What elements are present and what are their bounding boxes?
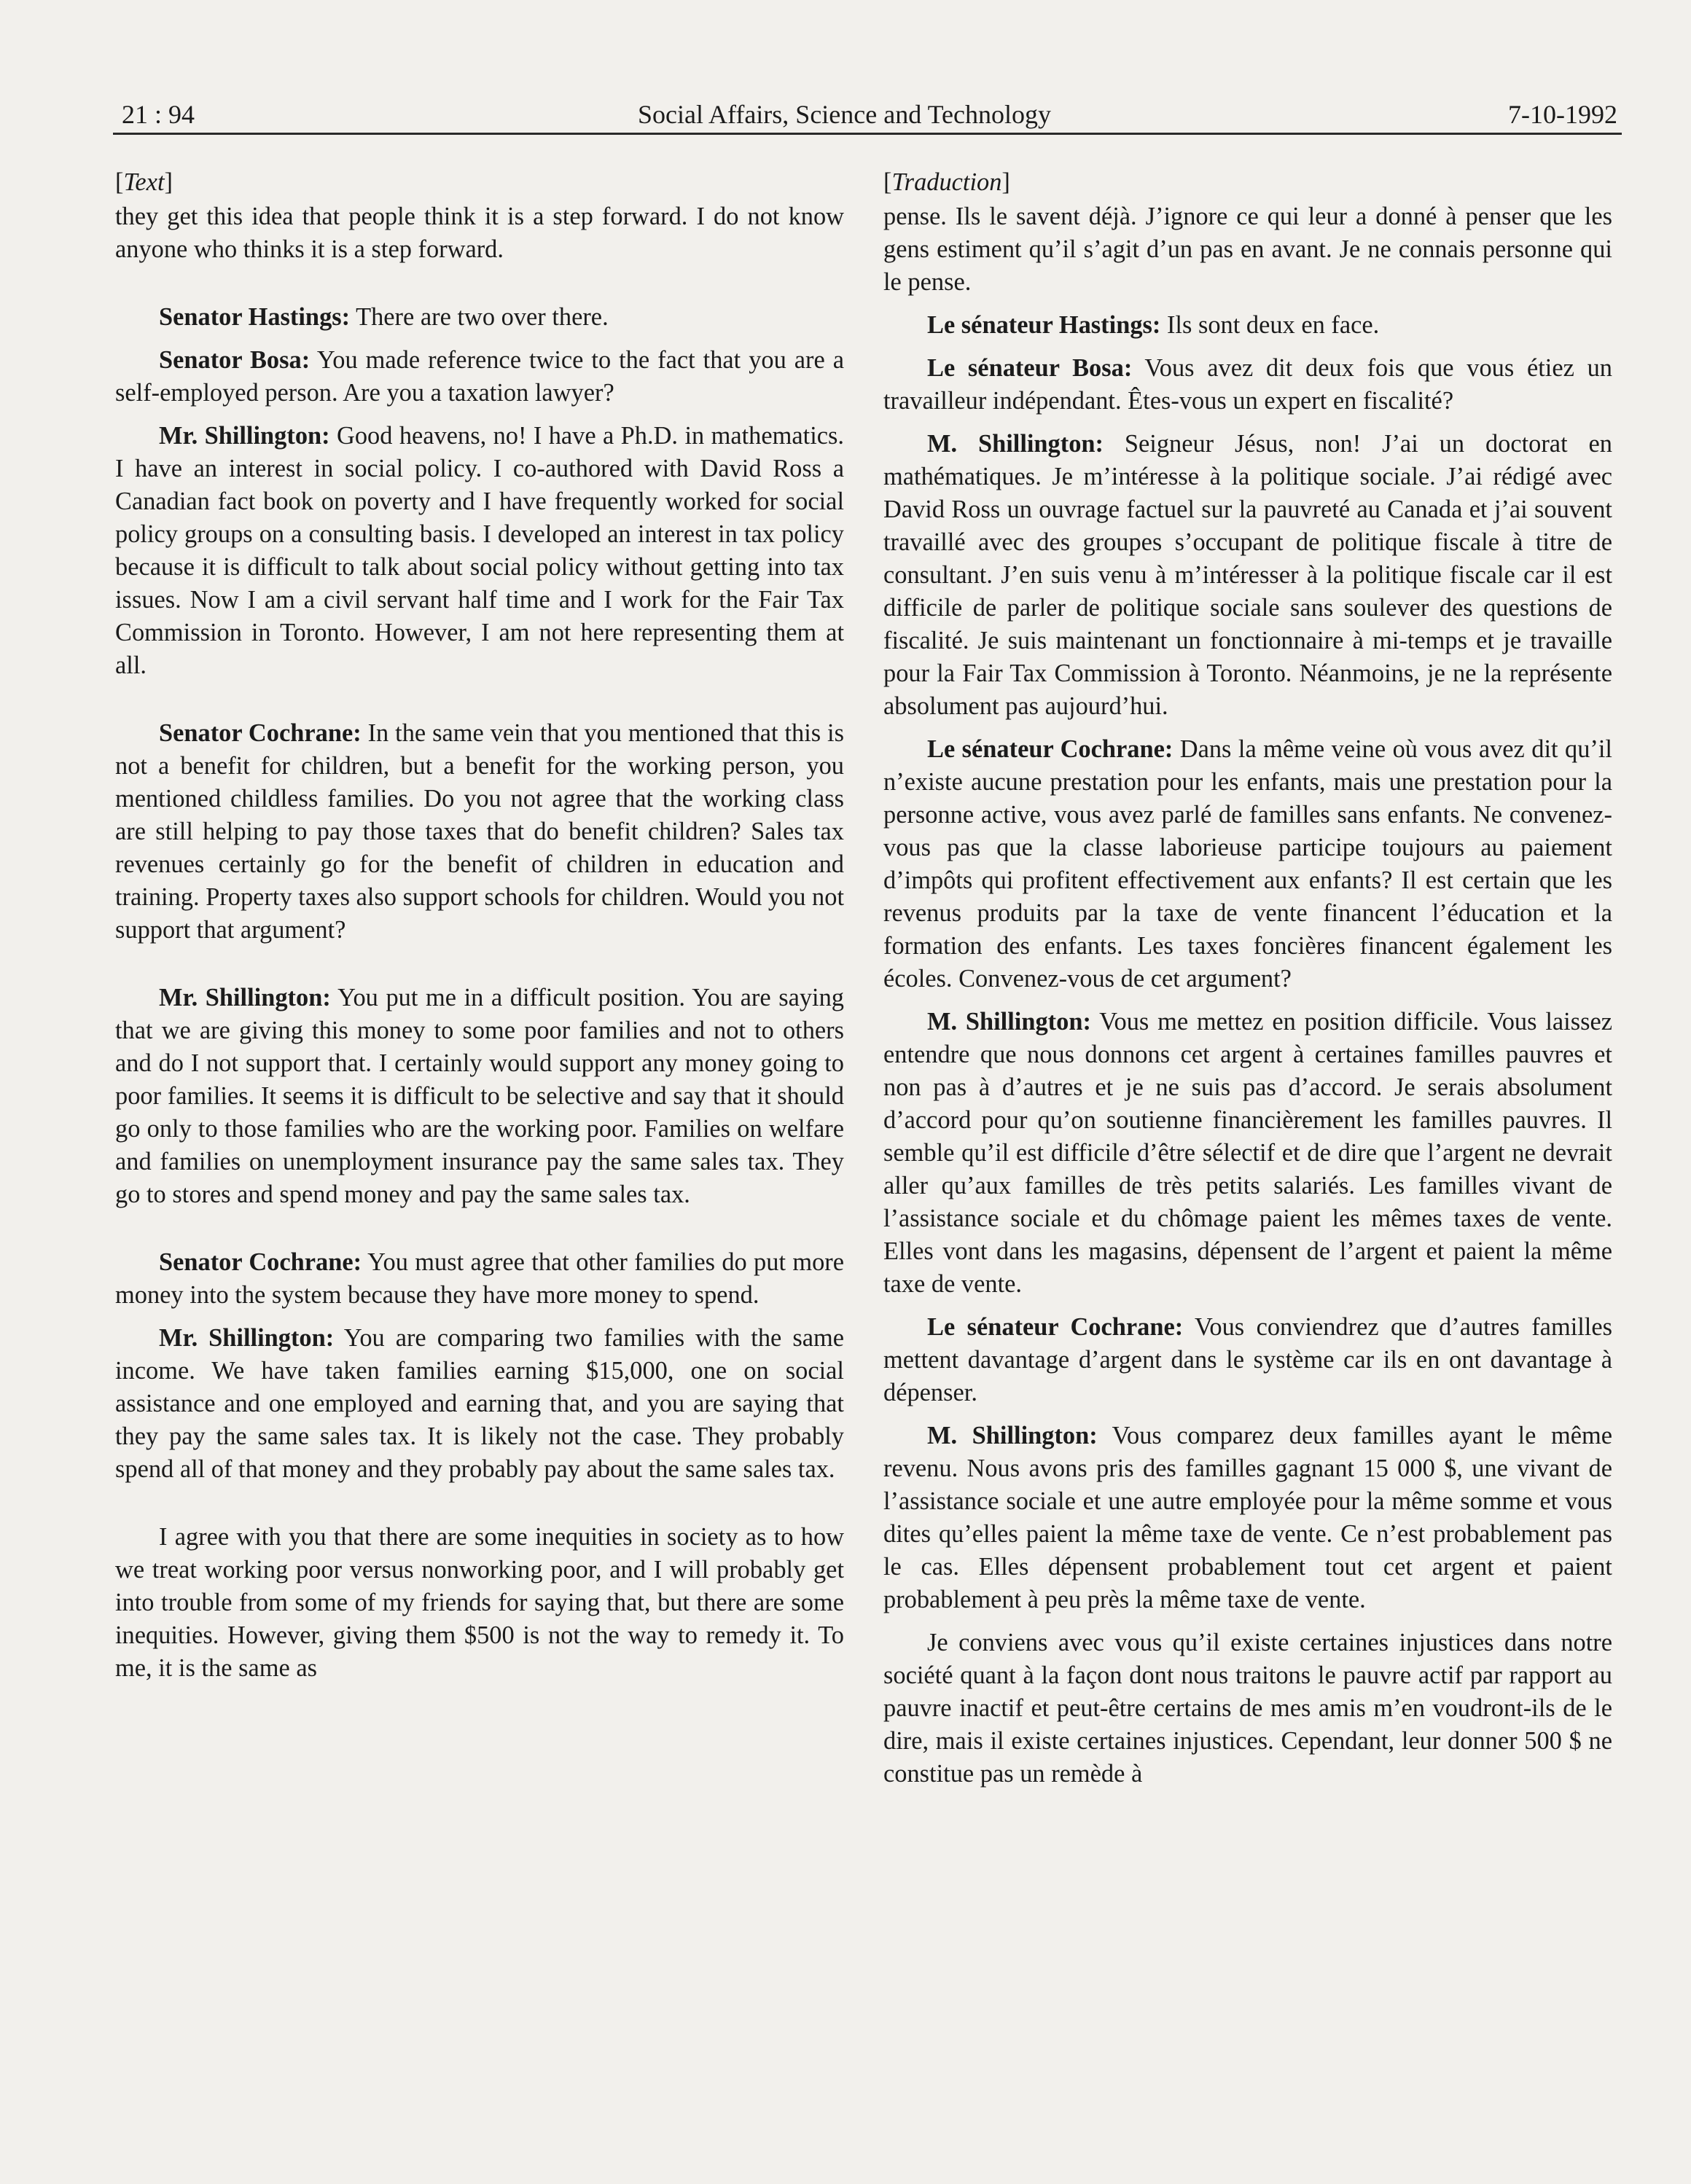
- sitting-date: 7-10-1992: [1508, 100, 1617, 129]
- paragraph: they get this idea that people think it is a step forward. I do not know anyone who thinks it is a step forward.: [115, 203, 844, 263]
- paragraph: I agree with you that there are some inequities in society as to how we treat working poor versus nonworking poor, and I will probably get into trouble from some of my friends for saying that, but there are some inequities. However, giving them $500 is not the way to remedy it. To me, it is the same as: [115, 1523, 844, 1682]
- speech-paragraph: [883, 1006, 1612, 1301]
- speech-text: Seigneur Jésus, non! J’ai un doctorat en mathématiques. Je m’intéresse à la politique sociale. J’ai rédigé avec David Ross un ouvrage factuel sur la pauvreté au Canada et j’ai souvent travaillé avec des groupes s’occupant de politique fiscale à titre de consultant. J’en suis venu à m’intéresser à la politique fiscale car il est difficile de parler de politique sociale sans soulever des questions de fiscalité. Je suis maintenant un fonctionnaire à mi-temps et je travaille pour la Fair Tax Commission à Toronto. Néanmoins, je ne la représente absolument pas aujourd’hui.: [883, 430, 1612, 720]
- speech-text: Dans la même veine où vous avez dit qu’il n’existe aucune prestation pour les enfants, mais une prestation pour la personne active, vous avez parlé de familles sans enfants. Ne convenez-vous pas que la classe laborieuse participe toujours au paiement d’impôts qui profitent effectivement aux enfants? Il est certain que les revenus produits par la taxe de vente financent l’éducation et la formation des enfants. Les taxes foncières financent également les écoles. Convenez-vous de cet argument?: [883, 735, 1612, 993]
- speaker-name: Le sénateur Bosa:: [927, 354, 1133, 382]
- speech-paragraph: [883, 733, 1612, 995]
- english-column: [115, 166, 844, 1695]
- language-marker: [Traduction]: [883, 168, 1010, 196]
- speech-text: Vous conviendrez que d’autres familles mettent davantage d’argent dans le système car ils en ont davantage à dépenser.: [883, 1313, 1613, 1406]
- speech-text: You put me in a difficult position. You are saying that we are giving this money to some poor families and not to others and do I not support that. I certainly would support any money going to poor families. It seems it is difficult to be selective and say that it should go only to those families who are the working poor. Families on welfare and families on unemployment insurance pay the same sales tax. They go to stores and spend money and pay the same sales tax.: [115, 984, 844, 1208]
- speech-paragraph: [883, 1420, 1612, 1616]
- paragraph: pense. Ils le savent déjà. J’ignore ce qui leur a donné à penser que les gens estiment qu’il s’agit d’un pas en avant. Je ne connais personne qui le pense.: [883, 203, 1612, 296]
- speaker-name: Mr. Shillington:: [159, 422, 330, 450]
- speech-text: There are two over there.: [350, 303, 609, 331]
- speech-paragraph: [115, 344, 844, 410]
- speech-text: Vous me mettez en position difficile. Vous laissez entendre que nous donnons cet argent à certaines familles pauvres et non pas à d’autres et je ne suis pas d’accord. Je serais absolument d’accord pour qu’on soutienne financièrement les familles pauvres. Il semble qu’il est difficile d’être sélectif et de dire que l’argent ne devrait aller qu’aux familles de très petits salariés. Les familles vivant de l’assistance sociale et du chômage paient les mêmes taxes de vente. Elles vont dans les magasins, dépensent de l’argent et paient la même taxe de vente.: [883, 1008, 1612, 1298]
- speaker-name: Senator Cochrane:: [159, 1248, 362, 1276]
- speaker-name: Senator Bosa:: [159, 346, 311, 374]
- speech-paragraph: [115, 1246, 844, 1312]
- speech-text: Vous comparez deux familles ayant le même revenu. Nous avons pris des familles gagnant 15 000 $, une vivant de l’assistance sociale et une autre employée pour la même somme et vous dites qu’elles paient la même taxe de vente. Ce n’est probablement pas le cas. Elles dépensent probablement tout cet argent et paient probablement à peu près la même taxe de vente.: [883, 1422, 1612, 1613]
- speaker-name: Mr. Shillington:: [159, 1324, 335, 1352]
- speech-text: Vous avez dit deux fois que vous étiez un travailleur indépendant. Êtes-vous un expert en fiscalité?: [883, 354, 1612, 415]
- speech-text: In the same vein that you mentioned that this is not a benefit for children, but a benefit for the working person, you mentioned childless families. Do you not agree that the working class are still helping to pay those taxes that do benefit children? Sales tax revenues certainly go for the benefit of children in education and training. Property taxes also support schools for children. Would you not support that argument?: [115, 719, 844, 944]
- speaker-name: Le sénateur Hastings:: [927, 311, 1161, 339]
- page-number: 21 : 94: [122, 100, 195, 129]
- page-header: [113, 95, 1622, 135]
- speech-text: You must agree that other families do put more money into the system because they have more money to spend.: [115, 1248, 845, 1309]
- speaker-name: Le sénateur Cochrane:: [927, 735, 1173, 763]
- speech-text: You made reference twice to the fact that you are a self-employed person. Are you a taxation lawyer?: [115, 346, 844, 407]
- speech-paragraph: [115, 1322, 844, 1486]
- speaker-name: M. Shillington:: [927, 1008, 1091, 1036]
- french-column: [883, 166, 1612, 1801]
- publication-title: Social Affairs, Science and Technology: [638, 100, 1051, 129]
- speech-paragraph: [883, 1311, 1612, 1409]
- speech-text: You are comparing two families with the same income. We have taken families earning $15,000, one on social assistance and one employed and earning that, and you are saying that they pay the same sales tax. It is likely not the case. They probably spend all of that money and they probably pay about the same sales tax.: [115, 1324, 844, 1483]
- speech-text: Ils sont deux en face.: [1160, 311, 1380, 339]
- speaker-name: M. Shillington:: [927, 1422, 1098, 1449]
- speaker-name: Le sénateur Cochrane:: [927, 1313, 1184, 1341]
- speech-paragraph: [883, 428, 1612, 723]
- speech-paragraph: [115, 420, 844, 682]
- language-marker: [Text]: [115, 168, 173, 196]
- paragraph: Je conviens avec vous qu’il existe certaines injustices dans notre société quant à la façon dont nous traitons le pauvre actif par rapport au pauvre inactif et peut-être certains de mes amis m’en voudront-ils de le dire, mais il existe certaines injustices. Cependant, leur donner 500 $ ne constitue pas un remède à: [883, 1629, 1612, 1788]
- speaker-name: M. Shillington:: [927, 430, 1104, 458]
- speech-paragraph: [115, 717, 844, 947]
- speaker-name: Senator Hastings:: [159, 303, 351, 331]
- speech-text: Good heavens, no! I have a Ph.D. in mathematics. I have an interest in social policy. I co-authored with David Ross a Canadian fact book on poverty and I have frequently worked for social policy groups on a consulting basis. I developed an interest in tax policy because it is difficult to talk about social policy without getting into tax issues. Now I am a civil servant half time and I work for the Fair Tax Commission in Toronto. However, I am not here representing them at all.: [115, 422, 844, 679]
- speech-paragraph: [883, 352, 1612, 418]
- speaker-name: Mr. Shillington:: [159, 984, 331, 1011]
- speaker-name: Senator Cochrane:: [159, 719, 362, 747]
- speech-paragraph: [115, 982, 844, 1211]
- speech-paragraph: [115, 301, 844, 334]
- speech-paragraph: [883, 309, 1612, 342]
